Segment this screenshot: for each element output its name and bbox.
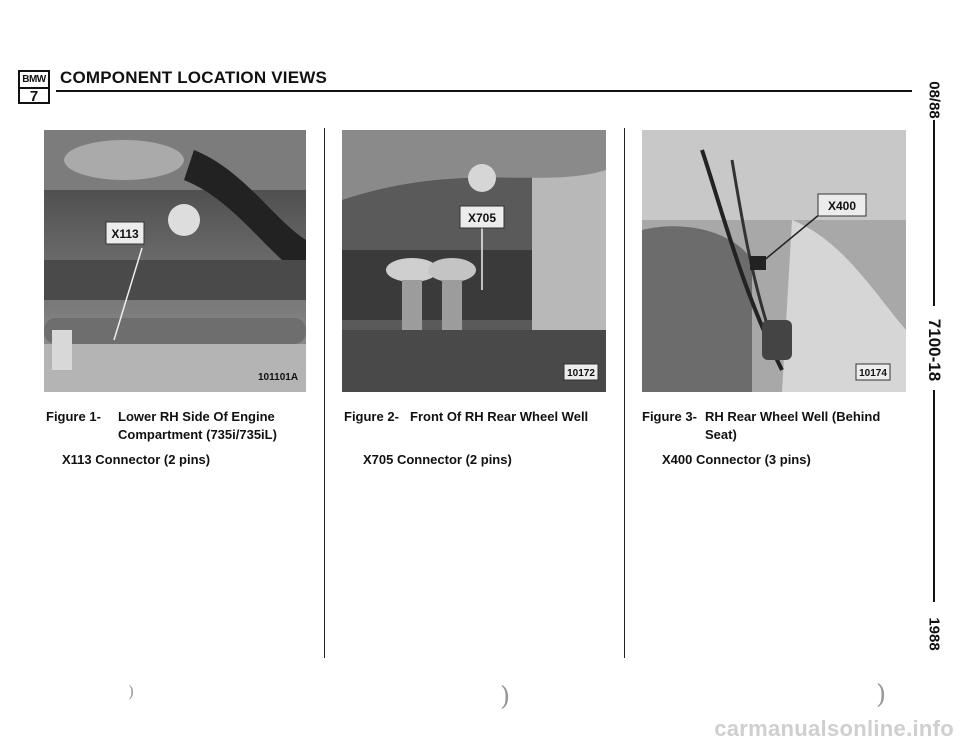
side-date: 08/88 bbox=[925, 81, 943, 119]
figure-2-photo bbox=[342, 130, 606, 392]
figure-1-photo bbox=[44, 130, 306, 392]
figure-2-photo-code: 10172 bbox=[567, 368, 595, 379]
figure-2-caption-text: Front Of RH Rear Wheel Well bbox=[410, 409, 589, 424]
figure-3-photo-art bbox=[642, 130, 906, 392]
figure-3-photo bbox=[642, 130, 906, 392]
figure-1-photo-art bbox=[44, 130, 306, 392]
figure-3-caption-number: Figure 3- bbox=[642, 409, 697, 424]
column-divider-1 bbox=[324, 128, 325, 658]
logo-series: 7 bbox=[29, 88, 39, 105]
figure-1-connector: X113 Connector (2 pins) bbox=[62, 452, 211, 467]
figure-3-photo-code: 10174 bbox=[859, 368, 887, 379]
figure-1-photo-code: 101101A bbox=[258, 372, 299, 383]
side-rule-top bbox=[933, 120, 935, 306]
column-divider-2 bbox=[624, 128, 625, 658]
figure-3-connector: X400 Connector (3 pins) bbox=[662, 452, 811, 467]
figure-1-photo-label: X113 bbox=[111, 227, 139, 241]
page-title: COMPONENT LOCATION VIEWS bbox=[60, 68, 328, 87]
figure-2-photo-art bbox=[342, 130, 606, 392]
logo-brand: BMW bbox=[20, 72, 48, 89]
bmw-7-logo bbox=[18, 70, 50, 104]
header-rule bbox=[56, 90, 912, 92]
scan-mark-2: ) bbox=[500, 682, 511, 712]
figure-2-connector: X705 Connector (2 pins) bbox=[363, 452, 512, 467]
side-year: 1988 bbox=[925, 617, 943, 651]
figure-2-caption-number: Figure 2- bbox=[344, 409, 399, 424]
figure-1-caption-text: Lower RH Side Of Engine Compartment (735i/735iL) bbox=[118, 409, 277, 442]
figure-1-caption-number: Figure 1- bbox=[46, 409, 101, 424]
figure-2-photo-label: X705 bbox=[467, 211, 497, 225]
side-rule-bottom bbox=[933, 390, 935, 602]
figure-3-caption-text: RH Rear Wheel Well (Behind Seat) bbox=[705, 409, 881, 442]
footer-watermark: carmanualsonline.info bbox=[714, 716, 954, 741]
scan-mark-1: ) bbox=[128, 682, 135, 701]
scan-mark-3: ) bbox=[876, 680, 887, 710]
figure-3-photo-label: X400 bbox=[827, 199, 857, 213]
side-page-code: 7100-18 bbox=[925, 318, 944, 382]
